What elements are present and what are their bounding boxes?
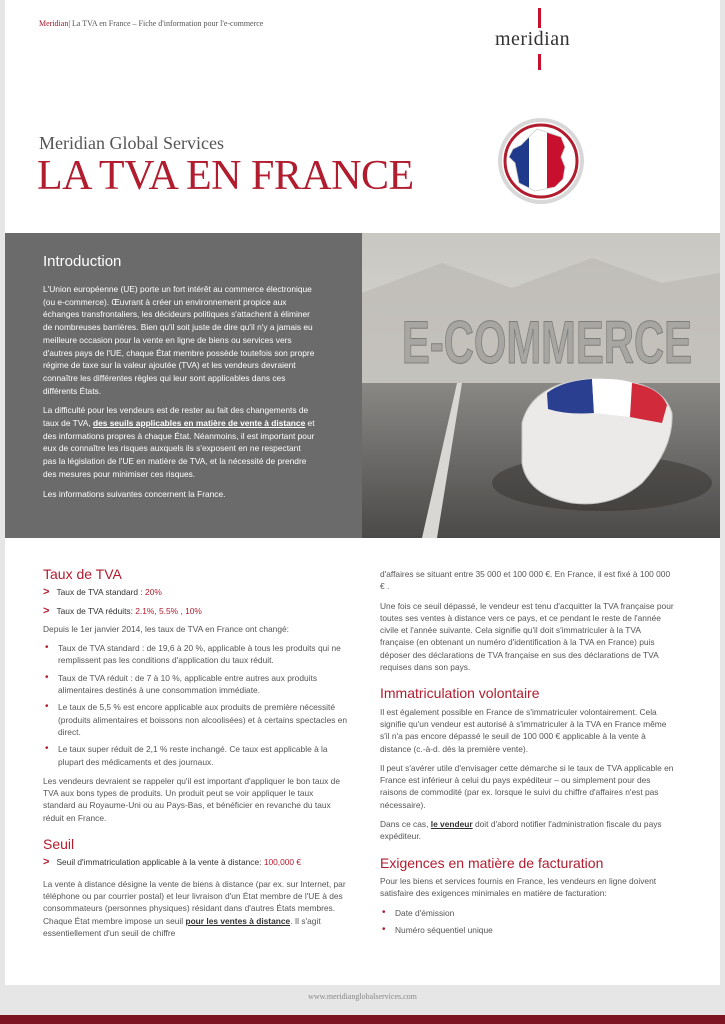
distance-selling-paragraph xyxy=(43,878,348,939)
reduced-rates-item xyxy=(43,605,348,617)
rate-changes-list xyxy=(43,642,348,768)
intro-body xyxy=(43,283,315,507)
page-title: LA TVA EN FRANCE xyxy=(37,153,414,199)
voluntary-paragraph-1: Il est également possible en France de s'immatriculer volontairement. Cela signifie qu'un vendeur est autorisé à s'immatriculer à la TVA en France même s'il n'a pas encore dépassé le seuil de 100 000 € applicable à la vente à distance (c.-à-d. dès la première vente). xyxy=(380,706,667,754)
list-item xyxy=(380,907,676,919)
voluntary-registration-heading: Immatriculation volontaire xyxy=(380,685,540,702)
intro-p2-text-b: et des informations propres à chaque État. Néanmoins, il est important pour eux de connaître les risques auxquels ils s'exposent en ne respectant pas la législation de l'UE en matière de TVA, et la nécessité de prendre des mesures pour minimiser ces risques. xyxy=(43,418,315,479)
intro-panel xyxy=(5,233,362,538)
footer-url[interactable]: www.meridianglobalservices.com xyxy=(308,992,417,1001)
threshold-label: Seuil d'immatriculation applicable à la vente à distance: xyxy=(56,857,264,868)
standard-rate-value: 20% xyxy=(145,587,162,598)
bottom-bar xyxy=(0,1015,725,1024)
bullet-icon: • xyxy=(45,701,49,713)
voluntary-paragraph-2: Il peut s'avérer utile d'envisager cette démarche si le taux de TVA applicable en France est inférieur à celui du pays expéditeur – ou simplement pour des raisons de commodité (par ex. lorsque le suivi du chiffre d'affaires n'est pas nécessaire). xyxy=(380,762,674,810)
list-item-text: Date d'émission xyxy=(395,907,455,918)
rates-note-paragraph: Les vendeurs devraient se rappeler qu'il est important d'appliquer le bon taux de TVA aux bons types de produits. Un produit peut se voir appliquer le taux standard au Royaume-Uni ou au Pays-Bas, et bénéficier en revanche du taux réduit en France. xyxy=(43,775,340,823)
list-item-text: Numéro séquentiel unique xyxy=(395,924,493,935)
list-item xyxy=(43,642,348,667)
bullet-icon: • xyxy=(382,906,386,918)
distance-selling-text-a: La vente à distance désigne la vente de biens à distance (par ex. sur Internet, par téléphone ou par courrier postal) et leur livraison d'un État membre de l'UE à des consommateurs (personnes physiques) résidant dans d'autres États membres. Chaque État membre impose un seuil xyxy=(43,878,346,926)
bullet-icon: • xyxy=(45,642,49,654)
invoicing-paragraph: Pour les biens et services fournis en France, les vendeurs en ligne doivent satisfaire des exigences minimales en matière de facturation: xyxy=(380,875,657,899)
intro-paragraph-3: Les informations suivantes concernent la France. xyxy=(43,488,226,499)
logo-wordmark: meridian xyxy=(495,28,571,50)
intro-p2-text-a: La difficulté pour les vendeurs est de rester au fait des changements de taux de TVA, xyxy=(43,405,309,429)
france-flag-badge xyxy=(497,117,585,205)
hero-ecommerce-text: E-COMMERCE xyxy=(402,309,692,376)
chevron-right-icon: > xyxy=(43,604,50,617)
list-item-text: Le taux de 5,5 % est encore applicable aux produits de première nécessité (produits alimentaires et boissons non alcoolisées) et à certains spectacles en direct. xyxy=(58,702,348,737)
distance-thresholds-link[interactable]: des seuils applicables en matière de vente à distance xyxy=(92,418,306,429)
rates-change-intro: Depuis le 1er janvier 2014, les taux de TVA en France ont changé: xyxy=(43,623,289,634)
threshold-value: 100,000 € xyxy=(263,857,302,868)
list-item-text: Taux de TVA standard : de 19,6 à 20 %, applicable à tous les produits qui ne remplissent pas les conditions d'application du taux réduit. xyxy=(58,643,341,666)
distance-sales-link[interactable]: pour les ventes à distance xyxy=(185,915,291,926)
reduced-rates-label: Taux de TVA réduits: xyxy=(56,605,136,616)
invoicing-heading: Exigences en matière de facturation xyxy=(380,854,604,871)
list-item-text: Taux de TVA réduit : de 7 à 10 %, applicable entre autres aux produits alimentaires destinés à une consommation immédiate. xyxy=(58,672,318,696)
voluntary-p3-text-a: Dans ce cas, xyxy=(380,819,431,830)
threshold-continued: d'affaires se situant entre 35 000 et 100 000 €. En France, il est fixé à 100 000 € . xyxy=(380,569,671,592)
right-column xyxy=(380,568,676,943)
list-item xyxy=(380,924,676,936)
voluntary-p3-text-b: doit d'abord notifier l'administration fiscale du pays expéditeur. xyxy=(380,819,662,842)
logo-bar-bottom xyxy=(538,54,541,70)
list-item-text: Le taux super réduit de 2,1 % reste inchangé. Ce taux est applicable à la plupart des médicaments et des journaux. xyxy=(58,744,328,767)
intro-heading: Introduction xyxy=(43,253,122,270)
seller-link[interactable]: le vendeur xyxy=(430,819,473,830)
reduced-rates-value: 2.1%, 5.5% , 10% xyxy=(135,605,202,616)
threshold-heading: Seuil xyxy=(43,836,75,853)
list-item xyxy=(43,743,348,768)
threshold-item xyxy=(43,856,348,868)
header-brand: Meridian xyxy=(39,19,69,28)
ecommerce-hero-image xyxy=(362,233,720,538)
list-item xyxy=(43,672,348,697)
vat-rates-heading: Taux de TVA xyxy=(43,566,122,582)
voluntary-paragraph-3 xyxy=(380,818,676,843)
bullet-icon: • xyxy=(45,743,49,755)
intro-paragraph-2 xyxy=(43,404,315,480)
header-separator: | xyxy=(68,19,70,28)
subtitle: Meridian Global Services xyxy=(39,133,224,153)
invoicing-list xyxy=(380,907,676,937)
list-item xyxy=(43,701,348,738)
meridian-logo xyxy=(495,8,595,70)
chevron-right-icon: > xyxy=(43,586,50,599)
logo-bar-top xyxy=(538,8,541,28)
standard-rate-item xyxy=(43,586,348,598)
intro-paragraph-1: L'Union européenne (UE) porte un fort intérêt au commerce électronique (ou e-commerce). Œuvrant à créer un environnement propice aux échanges transfrontaliers, les décideurs politiques s'attachent à éliminer de nombreuses barrières. Bien qu'il soit juste de dire qu'il n'y a jamais eu meilleure occasion pour la vente en ligne de biens ou services vers d'autres pays de l'UE, chaque État membre possède toutefois son propre régime de taxe sur la valeur ajoutée (TVA) et les vendeurs devraient connaître les différentes règles qui leur sont applicables dans ces différents États. xyxy=(43,284,315,396)
threshold-exceeded-paragraph: Une fois ce seuil dépassé, le vendeur est tenu d'acquitter la TVA française pour toutes ses ventes à distance vers ce pays, et ce pendant le reste de l'année civile et l'année suivante. Cela signifie qu'il doit s'immatriculer à la TVA française (en obtenant un numéro d'identification à la TVA en France) puis déposer des déclarations de TVA française en sus des déclarations de TVA requises dans son pays. xyxy=(380,600,674,673)
standard-rate-label: Taux de TVA standard : xyxy=(56,587,146,598)
bullet-icon: • xyxy=(45,671,49,683)
header-note-text: La TVA en France – Fiche d'information pour l'e-commerce xyxy=(69,19,264,28)
distance-selling-text-b: . Il s'agit essentiellement d'un seuil de chiffre xyxy=(43,915,321,938)
chevron-right-icon: > xyxy=(43,856,50,869)
left-column xyxy=(43,568,348,946)
bullet-icon: • xyxy=(382,923,386,935)
header-note xyxy=(39,19,263,28)
